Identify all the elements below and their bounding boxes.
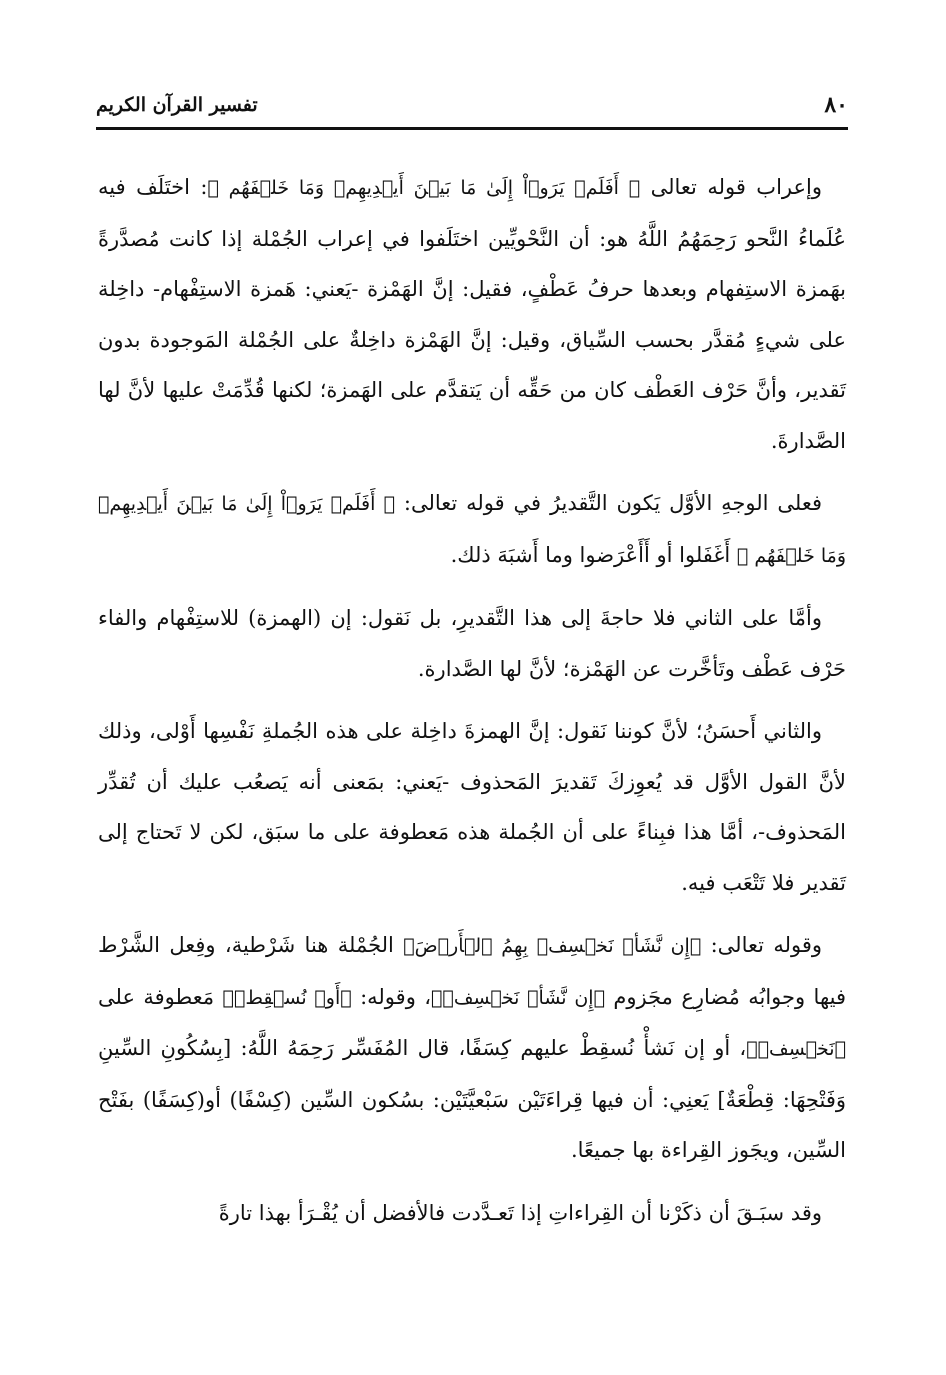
paragraph [98,478,846,581]
paragraph [98,706,846,908]
paragraph-text: : اختَلَف فيه عُلَماءُ النَّحو رَحِمَهُمُ اللَّهُ هو: أن النَّحْويِّين اختَلَفوا في إعراب الجُمْلة إذا كانت مُصدَّرةً بهَمزة الاستِفهام وبعدها حرفُ عَطْفٍ، فقيل: إنَّ الهَمْزة -يَعني: هَمزة الاستِفْهام- داخِلة على شيءٍ مُقدَّر بحسب السِّياق، وقيل: إنَّ الهَمْزة داخِلةٌ على الجُمْلة المَوجودة بدون تَقدير، وأنَّ حَرْف العَطْف كان من حَقِّه أن يَتقدَّم على الهَمزة؛ لكنها قُدِّمَتْ عليها لأنَّ لها الصَّدارةَ. [98,175,846,453]
quran-verse: ﴿ أَفَلَمۡ يَرَوۡاْ إِلَىٰ مَا بَيۡنَ أَيۡدِيهِمۡ وَمَا خَلۡفَهُم ﴾ [207,177,641,199]
paragraph-text: وقوله تعالى: [701,933,823,957]
paragraph [98,920,846,1176]
running-title: تفسير القرآن الكريم [96,94,258,116]
paragraph-text: ، أو إن نَشأْ نُسقِطْ عليهم كِسَفًا، قال المُفَسِّر رَحِمَهُ اللَّهُ: [بِسُكُونِ السِّينِ وَفَتْحِهَا: قِطْعَةٌ] يَعنِي: أن فيها قِراءَتَيْن سَبْعيَّتَيْن: بسُكون السِّين (كِسْفًا) أو(كِسَفًا) بفَتْح السِّين، ويجَوز القِراءة بها جميعًا. [98,1036,846,1162]
paragraph-text: وإعراب قوله تعالى [640,175,823,199]
paragraph-text: فعلى الوجهِ الأوَّل يَكون التَّقديرُ في قوله تعالى: [395,491,822,515]
paragraph [98,593,846,694]
page-number: ٨٠ [824,92,848,118]
paragraph-text: أَغَفَلوا أو أَأَعْرَضوا وما أَشبَهَ ذلك. [450,542,737,567]
quran-verse: ﴿ أَفَلَمۡ يَرَوۡاْ إِلَىٰ مَا بَيۡنَ أَيۡدِيهِمۡ وَمَا خَلۡفَهُم ﴾ [98,493,846,567]
quran-verse: ﴿أَوۡ نُسۡقِطۡ﴾ [222,986,352,1009]
paragraph-text: والثاني أَحسَنُ؛ لأنَّ كوننا نَقول: إنَّ الهمزةَ داخِلة على هذه الجُملةِ نَفْسِها أَوْلى، وذلك لأنَّ القول الأوَّل قد يُعوِزكَ تَقديرَ المَحذوف -يَعني: بمَعنى أنه يَصعُب عليك أن تُقدِّر المَحذوف-، أمَّا هذا فبِناءً على أن الجُملة هذه مَعطوفة على ما سبَق، لكن لا تَحتاج إلى تَقدير فلا تَتْعَب فيه. [98,719,846,895]
paragraph [98,1188,846,1239]
paragraph-text: ، وقوله: [351,984,432,1009]
header-divider [96,127,848,130]
quran-verse: ﴿إِن نَّشَأۡ نَخۡسِفۡ بِهِمُ ٱلۡأَرۡضَ﴾ [403,935,702,957]
paragraph-text: مَعطوفة على [98,984,223,1009]
quran-verse: ﴿إِن نَّشَأۡ نَخۡسِفۡ﴾ [431,986,605,1009]
paragraph-text: وقد سبَـقَ أن ذكَرْنا أن القِراءاتِ إذا تَعـدَّدت فالأفضل أن يُقْـرَأ بهذا تارةً [218,1200,822,1225]
paragraph-text: وأمَّا على الثاني فلا حاجةَ إلى هذا التَّقديرِ، بل نَقول: إن (الهمزة) للاستِفْهام والفاء حَرْف عَطْف وتَأخَّرت عن الهَمْزة؛ لأنَّ لها الصَّدارة. [98,606,846,681]
page-header [96,92,848,126]
body-text [98,162,846,1250]
quran-verse: ﴿نَخۡسِفۡ﴾ [746,1038,846,1060]
paragraph-text: الجُمْلة هنا شَرْطية، وفِعل الشَّرْط فيها وجوابُه مُضارِع مجَزوم [98,933,847,1009]
paragraph [98,162,846,466]
